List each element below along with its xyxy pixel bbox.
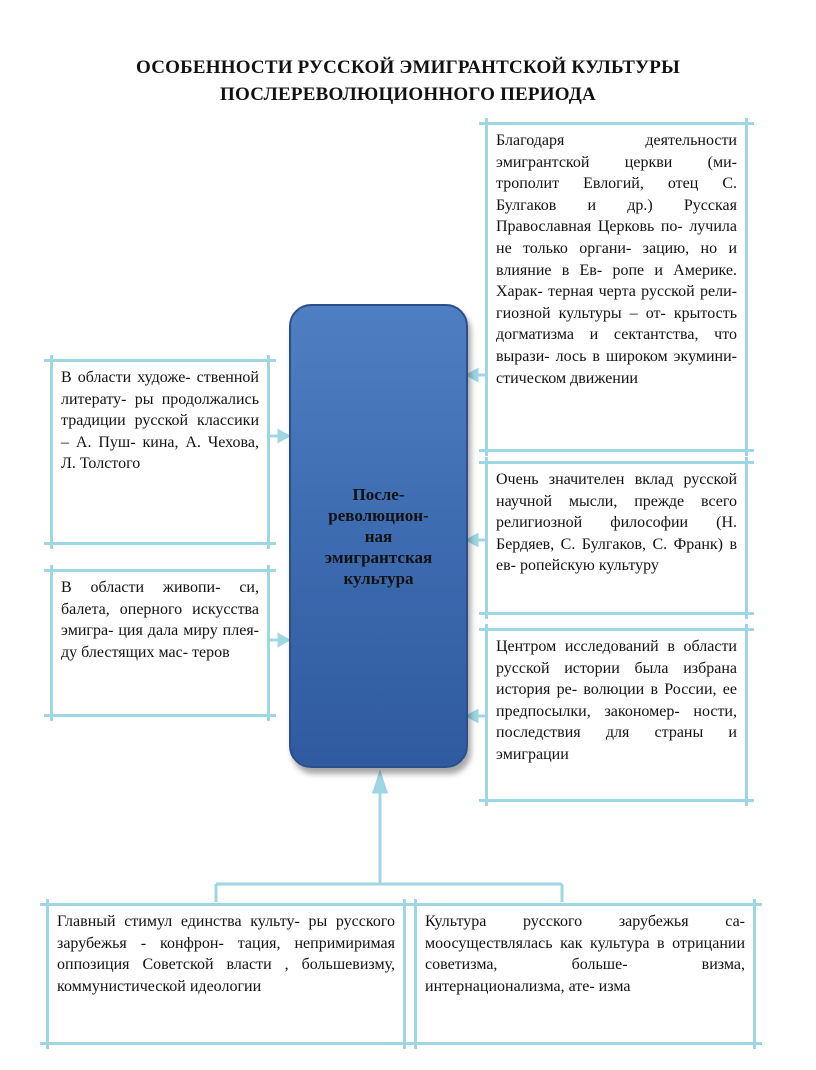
right-box-history-text: Центром исследований в области русской истории была избрана история ре- волюции в России, ее предпосылки, закономер- ности, последствия для страны и эмиграции [496,638,737,763]
bottom-box-negation-text: Культура русского зарубежья са- моосуществлялась как культура в отрицании советизма, больше- визма, интернационализма, ате- изма [425,913,745,995]
right-box-history [487,630,746,800]
right-box-church [487,124,746,450]
arrow-head-left-1 [279,431,288,441]
left-box-literature [52,361,268,543]
right-box-philosophy [487,463,746,613]
bottom-box-confrontation [48,905,404,1043]
right-box-philosophy-text: Очень значителен вклад русской научной мысли, прежде всего религиозной философии (Н. Бердяев, С. Булгаков, С. Франк) в ев- ропейскую культуру [496,471,737,575]
left-box-arts-text: В области живопи- си, балета, оперного искусства эмигра- ция дала миру плея- ду блестящих мас- теров [61,579,259,661]
arrow-head-right-3 [468,711,477,721]
diagram-title-line-1: ОСОБЕННОСТИ РУССКОЙ ЭМИГРАНТСКОЙ КУЛЬТУРЫ [136,57,680,78]
left-box-arts [52,571,268,715]
diagram-title-line-2: ПОСЛЕРЕВОЛЮЦИОННОГО ПЕРИОДА [220,84,596,105]
arrow-head-right-1 [468,370,477,380]
right-box-church-text: Благодаря деятельности эмигрантской церкви (ми- трополит Евлогий, отец С. Булгаков и др.) Русская Православная Церковь по- лучила не только органи- зацию, но и влияние в Ев- ропе и Америке. Харак- терная черта русской рели- гиозной культуры – от- крытость догматизма и сектантства, что вырази- лось в широком экумини- стическом движении [496,132,737,387]
arrow-head-bottom [374,774,386,792]
bottom-box-confrontation-text: Главный стимул единства культу- ры русского зарубежья - конфрон- тация, непримиримая оппозиция Советской власти , большевизму, коммунистической идеологии [57,913,395,995]
left-box-literature-text: В области художе- ственной литерату- ры продолжались традиции русской классики – А. Пуш- кина, А. Чехова, Л. Толстого [61,369,259,473]
arrow-head-left-2 [279,635,288,645]
bottom-box-negation [416,905,754,1043]
arrow-head-right-2 [468,535,477,545]
central-node [289,304,468,768]
central-node-label: После- революцион- ная эмигрантская культура [324,484,433,588]
